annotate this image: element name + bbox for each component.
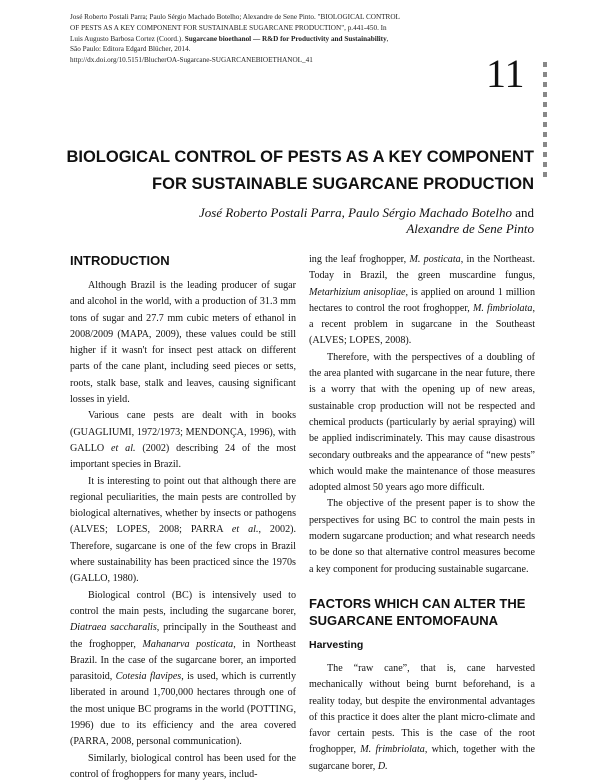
authors [100, 205, 534, 237]
paragraph-continued: ing the leaf froghopper, M. posticata, in the Northeast. Today in Brazil, the green muscardine fungus, Metarhizium anisopliae, is applied on around 1 million hectares to control the root froghopper, M. fimbriolata, a recent problem in sugarcane in the Southeast (ALVES; LOPES, 2008). [309, 254, 536, 347]
author-3: Alexandre de Sene Pinto [406, 221, 534, 236]
chapter-title-line-1: BIOLOGICAL CONTROL OF PESTS AS A KEY COMPONENT [66, 148, 534, 166]
paragraph: Therefore, with the perspectives of a doubling of the area planted with sugarcane in the near future, there is a worry that with the opening up of new areas, sustainable crop production will not be respected and chemical products (particularly by aerial spraying) will be applied indiscriminately. This may cause disastrous secondary outbreaks and the appearance of “new pests” which would make the maintenance of those measures adopted almost 50 years ago more difficult. [309, 351, 535, 494]
section-heading-factors: FACTORS WHICH CAN ALTER THE SUGARCANE ENTOMOFAUNA [309, 595, 526, 628]
chapter-title [40, 144, 534, 198]
paragraph: It is interesting to point out that although there are regional peculiarities, the main pests are controlled by biological alternatives, whether by insects or pathogens (ALVES; LOPES, 2008; PARRA et al., 2002). Therefore, sugarcane is one of the few crops in Brazil where sustainability has been practiced since the 1970s (GALLO, 1980). [70, 475, 296, 585]
paragraph: The objective of the present paper is to show the perspectives for using BC to control the main pests in modern sugarcane production; and what research needs to be done so that alternative control measures become a key component for producing sustainable sugarcane. [309, 498, 535, 575]
chapter-title-line-2: FOR SUSTAINABLE SUGARCANE PRODUCTION [152, 175, 534, 193]
citation-block [70, 12, 400, 66]
paragraph: Similarly, biological control has been used for the control of froghoppers for many years, includ- [70, 752, 296, 780]
paragraph: Although Brazil is the leading producer of sugar and alcohol in the world, with a production of 31.3 mm tons of sugar and 27.7 mm cubic meters of ethanol in 2008/2009 (MAPA, 2009), these values could be still higher if it wasn't for insect pest attack on different parts of the cane plant, including seed pieces or setts, roots, stalk base, stalk and leaves, causing significant losses in yield. [70, 280, 296, 406]
paragraph: Biological control (BC) is intensively used to control the main pests, including the sugarcane borer, Diatraea saccharalis, principally in the Southeast and the froghopper, Mahanarva posticata, in Northeast Brazil. In the case of the sugarcane borer, an imported parasitoid, Cotesia flavipes, is used, which is currently liberated in around 1,700,000 hectares through one of the most unique BC programs in the world (POTTING, 1996) due to its efficiency and the area covered (PARRA, 2008, personal communication). [70, 589, 296, 748]
citation-book-title: Sugarcane bioethanol — R&D for Productivity and Sustainability [184, 34, 387, 43]
author-2: Paulo Sérgio Machado Botelho [348, 205, 512, 220]
citation-doi[interactable]: http://dx.doi.org/10.5151/BlucherOA-Sugarcane-SUGARCANEBIOETHANOL_41 [70, 56, 313, 65]
chapter-tab-decoration [543, 62, 547, 182]
citation-text: José Roberto Postali Parra; Paulo Sérgio Machado Botelho; Alexandre de Sene Pinto. "BIOLOGICAL CONTROL OF PESTS AS A KEY COMPONENT FOR SUSTAINABLE SUGARCANE PRODUCTION", p.441-450. In Luis Augusto Barbosa Cortez (Coord.). Sugarcane bioethanol — R&D for Productivity and Sustainability, São Paulo: Editora Edgard Blücher, 2014. [70, 13, 400, 54]
left-column [70, 252, 296, 783]
paragraph: The “raw cane”, that is, cane harvested mechanically without being burnt beforehand, is a reality today, but despite the environmental advantages of this practice it does alter the plant micro-climate and favor certain pests. This is the case of the root froghopper, M. frimbriolata, which, together with the sugarcane borer, D. [309, 662, 536, 772]
authors-and: and [511, 205, 534, 220]
subheading-harvesting: Harvesting [309, 638, 364, 651]
author-1: José Roberto Postali Parra, [199, 205, 345, 220]
chapter-number: 11 [486, 51, 525, 96]
section-heading-introduction: INTRODUCTION [70, 253, 170, 268]
right-column [309, 252, 535, 775]
paragraph: Various cane pests are dealt with in books (GUAGLIUMI, 1972/1973; MENDONÇA, 1996), with GALLO et al. (2002) describing 24 of the most important species in Brazil. [70, 410, 296, 471]
